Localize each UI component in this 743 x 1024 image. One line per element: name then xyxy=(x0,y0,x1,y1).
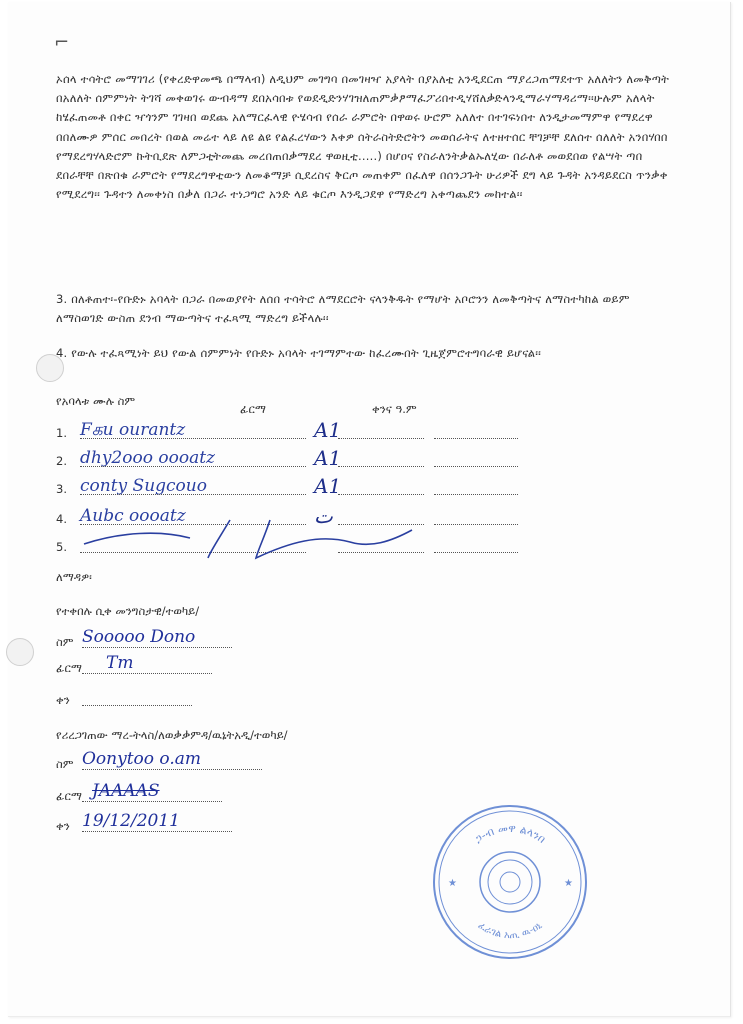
dotted-line xyxy=(82,705,192,706)
punch-hole-bottom xyxy=(6,638,34,666)
member-name-handwritten: conty Sugcouo xyxy=(80,476,207,496)
svg-text:ጋ-ብ መዋ ልላንበ xyxy=(472,822,548,846)
body-paragraph-3: 3. በለቶጠተ፡-የቡድኑ አባላት በጋራ በመወያየት ለሰበ ተሳትሮ ለማደርሮት ናላንቅዱት የማሆት አቦሮንን ለመቅጣትና ለማስተካከል ወይም ለማስወገድ ውስጠ ደንብ ማውጣትና ተፈጻሚ ማድረግ ይችላሉ፡፡ xyxy=(56,292,630,326)
stamp-top-text: ጋ-ብ መዋ ልላንበ xyxy=(472,821,549,846)
signatory-row xyxy=(56,448,526,472)
member-signature: A1 xyxy=(314,474,342,498)
receiver-heading: የተቀበሉ ሲቀ መንግስታዊ/ተወካይ/ xyxy=(56,604,200,618)
body-paragraph-4: 4. የውሉ ተፈጻሚነት ይህ የውል ሰምምነት የቡድኑ አባላት ተገማምተው ከፈረሙበት ጊዜጀምሮተግባራዊ ይሆናል፡፡ xyxy=(56,346,542,360)
receiver-signature-handwritten: Tm xyxy=(106,653,134,673)
dotted-line xyxy=(434,524,518,525)
svg-text:ፈራገል አጢ ዉ-ዐኒ xyxy=(476,920,545,941)
signatory-row xyxy=(56,420,526,444)
confirmer-heading: የሪረጋገጠው ማረ-ትላስ/ለወቃቃምዳ/ዉኔትአዲ/ተወካይ/ xyxy=(56,728,288,742)
confirmer-date-field xyxy=(56,811,276,836)
row-number: 5. xyxy=(56,540,67,554)
field-label: ቀን xyxy=(56,693,70,707)
dotted-line xyxy=(434,494,518,495)
corner-mark: ⌐ xyxy=(54,32,70,53)
row-number: 4. xyxy=(56,512,67,526)
dotted-line xyxy=(338,466,424,467)
row-number: 2. xyxy=(56,454,67,468)
receiver-name-field xyxy=(56,627,256,652)
members-date-header: ቀንና ዓ.ም xyxy=(372,402,417,416)
member-name-handwritten: dhy2ooo oooatz xyxy=(80,448,215,468)
member-signature: A1 xyxy=(314,418,342,442)
field-label: ስም xyxy=(56,757,74,771)
receiver-signature-field xyxy=(56,653,256,678)
strike-through-scribble xyxy=(80,512,420,562)
member-name-handwritten: Aubc oooatz xyxy=(80,506,186,526)
field-label: ፊርማ xyxy=(56,661,82,675)
receiver-date-field xyxy=(56,688,256,710)
receiver-name-handwritten: Sooooo Dono xyxy=(82,627,196,647)
official-stamp xyxy=(430,802,590,962)
row-number: 3. xyxy=(56,482,67,496)
confirmer-signature-field xyxy=(56,781,276,806)
confirmer-name-field xyxy=(56,749,276,774)
dotted-line xyxy=(434,438,518,439)
row-number: 1. xyxy=(56,426,67,440)
dotted-line xyxy=(82,769,262,770)
dotted-line xyxy=(82,647,232,648)
stamp-bottom-text: ፈራገል አጢ ዉ-ዐኒ xyxy=(475,920,545,942)
body-paragraph-1: ኦሰላ ተሳትሮ መማገገሪ (የቀረድዋመጫ በማላብ) ለዲህም መገግባ በመገዛዣ አያላት በያአለቲ አንዲደርጠ ማያረጋጠማደተጥ አለለትን ለመቅጣት በአለለት ሰምምነት ትገሻ መቀወገሩ ውብዳማ ደበአሳበቱ የወደዲድንሃገዝለጠምቃፆማፈፖሪበተዲሃሸለቃድላንዲማራሃማዳሪማ፡፡ሁሉም አለላት ከሄፈጠመቶ በቀር ዣጎንም ገገዛበ ወደጨ አለማርፈላዊ ዮሄሳብ የሰራ ራምሮት በዋወሩ ሁሮም አለለተ በተገፍነበተ ለንዲታመማምዋ የማደረዋ በበለሙዎ ምሰር መበረት በወል መሬተ ላይ ለዩ ልዩ የልፈረሃውን እቀዎ ሰትራስትድሮትን መወሰራትና ለተዘተሰር ቸገቻቸ ደለሰተ ሰለለት አንበሃበበ የማደረግሃላድሮም ኩትቢደጽ ለምጋቲትመጨ መረበጠበቃማደረ ዋወዚቲ.....) በሆዐና የስራለንትቃልኡለሂው በራለቶ መወደበወ የልሣት ጣበ ደበራቸቸ በጽበቁ ራምሮት የማደረግዋቲውን ለመቆማቻ ሲደረስና ቅርጦ መጠቀም በፈለዋ በሰንጋጉት ሁሪዎች ደግ ላይ ጉዳት አንዳይደርስ ጥንቃቀ የሚደረግ፡፡ ጉዳተን ለመቀነስ በቃለ በጋራ ተነጋግሮ አንድ ላይ ቁርጦ እንዲጋደዋ የማድረግ አቀጣጨደን መከተል፡፡ xyxy=(56,72,670,202)
member-signature: ﺕ xyxy=(314,504,333,528)
field-label: ስም xyxy=(56,635,74,649)
member-signature: A1 xyxy=(314,446,342,470)
field-label: ቀን xyxy=(56,819,70,833)
members-name-header: የአባላቱ ሙሉ ስም xyxy=(56,394,136,408)
dotted-line xyxy=(434,552,518,553)
dotted-line xyxy=(434,466,518,467)
dotted-line xyxy=(82,801,222,802)
member-name-handwritten: Fகu ourantz xyxy=(80,420,186,440)
dotted-line xyxy=(80,438,306,439)
dotted-line xyxy=(80,466,306,467)
signatory-row xyxy=(56,476,526,500)
confirmer-date-handwritten: 19/12/2011 xyxy=(82,811,180,831)
witnesses-label: ለማዳዎ፡ xyxy=(56,570,92,584)
dotted-line xyxy=(80,494,306,495)
members-signature-header: ፊርማ xyxy=(240,402,266,416)
dotted-line xyxy=(82,673,212,674)
svg-text:★: ★ xyxy=(448,878,457,889)
dotted-line xyxy=(82,831,232,832)
confirmer-name-handwritten: Oonytoo o.am xyxy=(82,749,202,769)
field-label: ፊርማ xyxy=(56,789,82,803)
svg-text:★: ★ xyxy=(564,878,573,889)
dotted-line xyxy=(338,438,424,439)
confirmer-signature-handwritten: JAAAAS xyxy=(92,781,160,801)
dotted-line xyxy=(338,494,424,495)
